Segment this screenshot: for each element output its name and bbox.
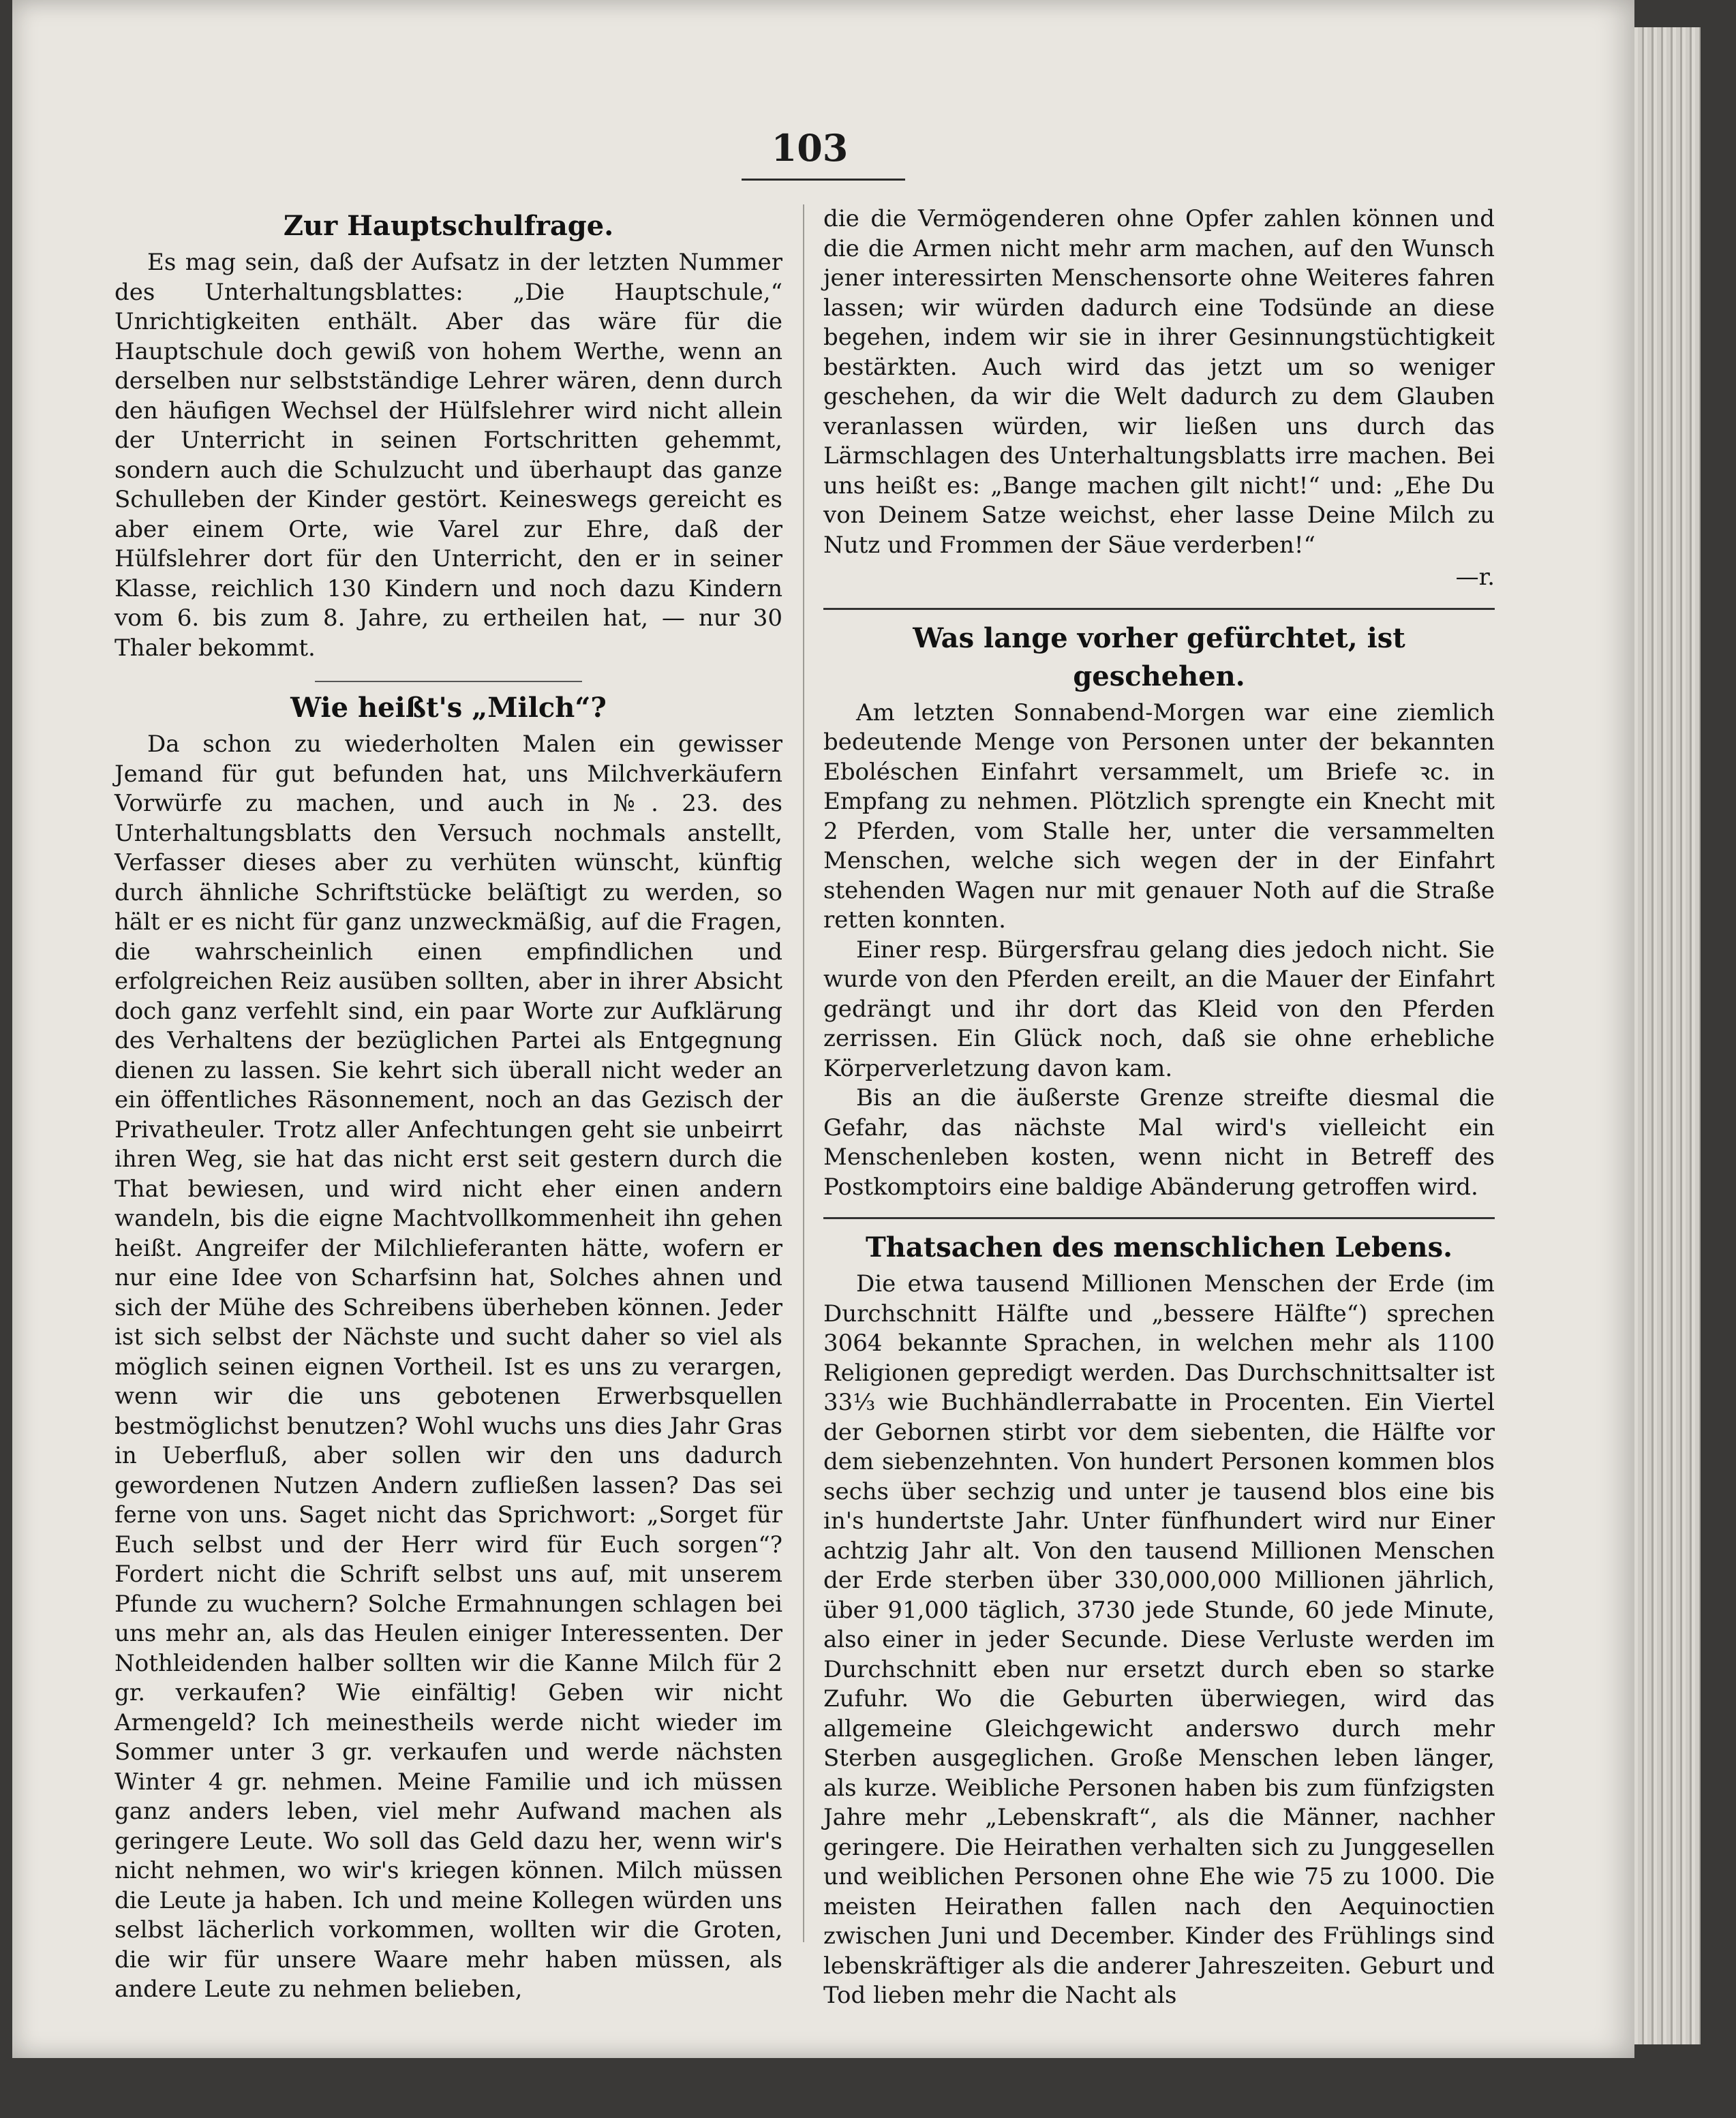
article-signature-milch: —r. xyxy=(1455,564,1495,591)
section-rule xyxy=(823,1217,1495,1219)
section-rule xyxy=(823,608,1495,610)
article-body-thatsachen: Die etwa tausend Millionen Menschen der Erde (im Durchschnitt Hälfte und „bessere Hälfte“) sprechen 3064 bekannte Sprachen, in welchen mehr als 1100 Religionen gepredigt werden. Das Durchschnittsalter ist 33⅓ wie Buchhändlerrabatte in Procenten. Ein Viertel der Gebornen stirbt vor dem siebenten, die Hälfte vor dem siebenzehnten. Von hundert Personen kommen blos sechs über sechzig und unter je tausend blos eine bis in's hundertste Jahr. Unter fünfhundert wird nur Einer achtzig Jahr alt. Von den tausend Millionen Menschen der Erde sterben über 330,000,000 Millionen jährlich, über 91,000 täglich, 3730 jede Stunde, 60 jede Minute, also einer in jeder Secunde. Diese Verluste werden im Durchschnitt eben nur ersetzt durch eben so starke Zufuhr. Wo die Geburten überwiegen, wird das allgemeine Gleichgewicht anderswo durch mehr Sterben ausgeglichen. Große Menschen leben länger, als kurze. Weibliche Personen haben bis zum fünfzigsten Jahre mehr „Lebenskraft“, als die Männer, nachher geringere. Die Heirathen verhalten sich zu Junggesellen und weiblichen Personen ohne Ehe wie 75 zu 1000. Die meisten Heirathen fallen nach den Aequinoctien zwischen Juni und December. Kinder des Frühlings sind lebenskräftiger als die anderer Jahreszeiten. Geburt und Tod lieben mehr die Nacht als xyxy=(823,1270,1495,2009)
article-title-thatsachen: Thatsachen des menschlichen Lebens. xyxy=(865,1231,1453,1263)
article-body-milch-right: die die Vermögenderen ohne Opfer zahlen können und die die Armen nicht mehr arm machen, auf den Wunsch jener interessirten Menschensorte ohne Weiteres fahren lassen; wir würden dadurch eine Todsünde an diese begehen, indem wir sie in ihrer Gesinnungstüchtigkeit bestärkten. Auch wird das jetzt um so weniger geschehen, da wir die Welt dadurch zu dem Glauben veranlassen würden, wir ließen uns durch das Lärmschlagen des Unterhaltungsblatts irre machen. Bei uns heißt es: „Bange machen gilt nicht!“ und: „Ehe Du von Deinem Satze weichst, eher lasse Deine Milch zu Nutz und Frommen der Säue verderben!“ xyxy=(823,205,1495,559)
left-column xyxy=(115,204,782,2005)
column-divider xyxy=(803,204,804,1942)
page-number: 103 xyxy=(771,126,849,170)
article-paragraph-geschehen-2: Einer resp. Bürgersfrau gelang dies jedoch nicht. Sie wurde von den Pferden ereilt, an die Mauer der Einfahrt gedrängt und ihr dort das Kleid von den Pferden zerrissen. Ein Glück noch, daß sie ohne erhebliche Körperverletzung davon kam. xyxy=(823,936,1495,1082)
section-rule xyxy=(315,681,582,682)
article-body-milch-left: Da schon zu wiederholten Malen ein gewisser Jemand für gut befunden hat, uns Milchverkäufern Vorwürfe zu machen, und auch in №. 23. des Unterhaltungsblatts den Versuch nochmals anstellt, Verfasser dieses aber zu verhüten wünscht, künftig durch ähnliche Schriftstücke beläſtigt zu werden, so hält er es nicht für ganz unzweckmäßig, auf die Fragen, die wahrscheinlich einen empfindlichen und erfolgreichen Reiz ausüben sollten, aber in ihrer Absicht doch ganz verfehlt sind, ein paar Worte zur Aufklärung des Verhaltens der bezüglichen Partei als Entgegnung dienen zu lassen. Sie kehrt sich überall nicht weder an ein öffentliches Räsonnement, noch an das Gezisch der Privatheuler. Trotz aller Anfechtungen geht sie unbeirrt ihren Weg, sie hat das nicht erst seit gestern durch die That bewiesen, und wird nicht eher einen andern wandeln, bis die eigne Machtvollkommenheit ihn gehen heißt. Angreifer der Milchlieferanten hätte, wofern er nur eine Idee von Scharfsinn hat, Solches ahnen und sich der Mühe des Schreibens überheben können. Jeder ist sich selbst der Nächste und sucht daher so viel als möglich seinen eignen Vortheil. Ist es uns zu verargen, wenn wir die uns gebotenen Erwerbsquellen bestmöglichst benutzen? Wohl wuchs uns dies Jahr Gras in Ueberfluß, aber sollen wir den uns dadurch gewordenen Nutzen Andern zufließen lassen? Das sei ferne von uns. Saget nicht das Sprichwort: „Sorget für Euch selbst und der Herr wird für Euch sorgen“? Fordert nicht die Schrift selbst uns auf, mit unserem Pfunde zu wuchern? Solche Ermahnungen schlagen bei uns mehr an, als das Heulen einiger Interessenten. Der Nothleidenden halber sollten wir die Kanne Milch für 2 gr. verkaufen? Wie einfältig! Geben wir nicht Armengeld? Ich meinestheils werde nicht wieder im Sommer unter 3 gr. verkaufen und werde nächsten Winter 4 gr. nehmen. Meine Familie und ich müssen ganz anders leben, viel mehr Aufwand machen als geringere Leute. Wo soll das Geld dazu her, wenn wir's nicht nehmen, wo wir's kriegen können. Milch müssen die Leute ja haben. Ich und meine Kollegen würden uns selbst lächerlich vorkommen, wollten wir die Groten, die wir für unsere Waare mehr haben müssen, als andere Leute zu nehmen belieben, xyxy=(115,731,782,2003)
article-title-hauptschule: Zur Hauptschulfrage. xyxy=(283,210,614,242)
article-title-milch: Wie heißt's „Milch“? xyxy=(290,692,607,724)
article-body-hauptschule: Es mag sein, daß der Aufsatz in der letzten Nummer des Unterhaltungsblattes: „Die Hauptschule,“ Unrichtigkeiten enthält. Aber das wäre für die Hauptschule doch gewiß von hohem Werthe, wenn an derselben nur selbstständige Lehrer wären, denn durch den häufigen Wechsel der Hülfslehrer wird nicht allein der Unterricht in seinen Fortschritten gehemmt, sondern auch die Schulzucht und überhaupt das ganze Schulleben der Kinder gestört. Keineswegs gereicht es aber einem Orte, wie Varel zur Ehre, daß der Hülfslehrer dort für den Unterricht, den er in seiner Klasse, reichlich 130 Kindern und noch dazu Kindern vom 6. bis zum 8. Jahre, zu ertheilen hat, — nur 30 Thaler bekommt. xyxy=(115,249,782,662)
article-paragraph-geschehen-3: Bis an die äußerste Grenze streifte diesmal die Gefahr, das nächste Mal wird's vielleicht ein Menschenleben kosten, wenn nicht in Betreff des Postkomptoirs eine baldige Abänderung getroffen wird. xyxy=(823,1084,1495,1201)
article-paragraph-geschehen-1: Am letzten Sonnabend-Morgen war eine ziemlich bedeutende Menge von Personen unter der bekannten Eboléschen Einfahrt versammelt, um Briefe ꝛc. in Empfang zu nehmen. Plötzlich sprengte ein Knecht mit 2 Pferden, vom Stalle her, unter die versammelten Menschen, welche sich wegen der in der Einfahrt stehenden Wagen nur mit genauer Noth auf die Straße retten konnten. xyxy=(823,699,1495,934)
right-column xyxy=(823,204,1495,2011)
newspaper-page xyxy=(12,0,1634,2058)
article-title-geschehen: Was lange vorher gefürchtet, ist geschehen. xyxy=(913,621,1405,692)
page-number-rule xyxy=(742,179,905,181)
